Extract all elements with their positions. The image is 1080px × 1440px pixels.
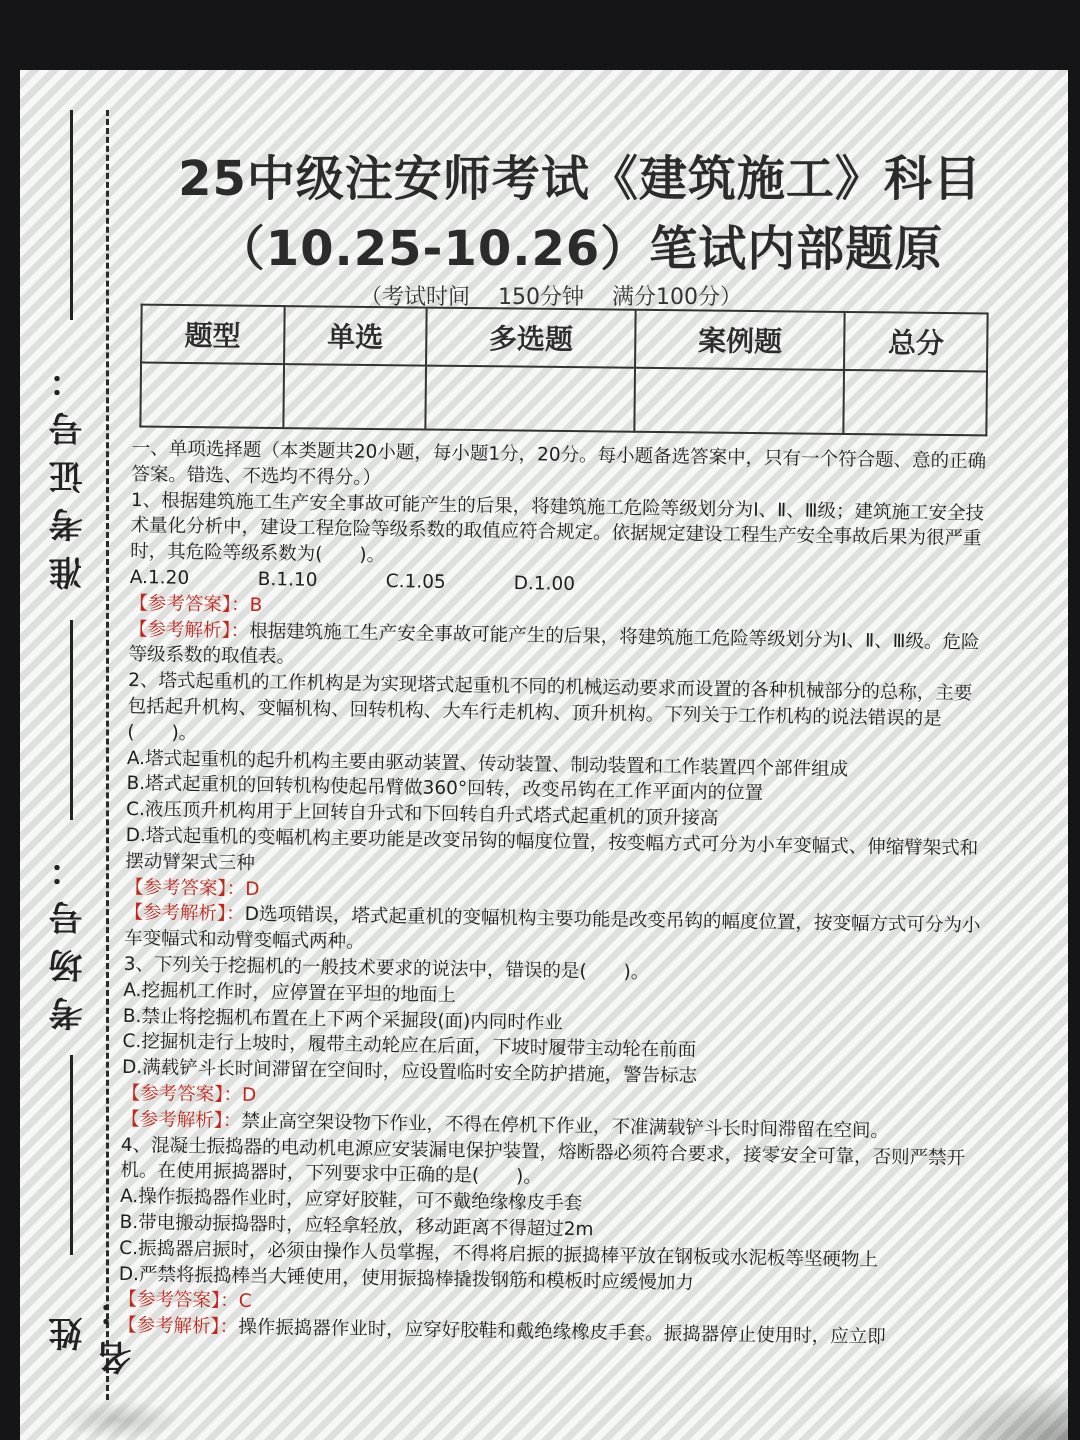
option-a: A.塔式起重机的起升机构主要由驱动装置、传动装置、制动装置和工作装置四个部件组成 — [126, 747, 849, 780]
ticket-number-label: 准考证号： — [49, 350, 89, 590]
score-header-total: 总分 — [844, 312, 987, 371]
analysis-text: 禁止高空架设物下作业，不得在停机下作业，不准满载铲斗长时间滞留在空间。 — [241, 1110, 890, 1142]
option-c: C.振捣器启振时，必须由操作人员掌握，不得将启振的振捣棒平放在钢板或水泥板等坚硬物上 — [119, 1237, 879, 1271]
binding-dashed-line — [106, 110, 109, 1400]
analysis-label: 【参考解析】： — [128, 618, 250, 642]
analysis-text: 操作振捣器作业时，应穿好胶鞋和戴绝缘橡皮手套。振捣器停止使用时，应立即 — [238, 1316, 886, 1349]
option-d: D.满载铲斗长时间滞留在空间时，应设置临时安全防护措施，警告标志 — [121, 1057, 698, 1088]
option-b: B.1.10 — [257, 568, 318, 591]
exam-full-score: 满分100分） — [612, 285, 743, 310]
score-cell-blank[interactable] — [140, 363, 283, 428]
option-d: D.1.00 — [513, 572, 576, 595]
option-c: C.液压顶升机构用于上回转自升式和下回转自升式塔式起重机的顶升接高 — [125, 799, 719, 830]
exam-body — [118, 436, 994, 1352]
option-b: B.塔式起重机的回转机构使起吊臂做360°回转，改变吊钩在工作平面内的位置 — [126, 773, 764, 805]
page-smudge — [60, 1400, 180, 1440]
room-number-label: 考场号： — [49, 839, 89, 1031]
exam-time-label: （考试时间 — [360, 285, 471, 310]
score-header-single: 单选 — [284, 306, 427, 365]
score-cell-blank[interactable] — [426, 366, 636, 432]
score-header-case: 案例题 — [635, 310, 845, 370]
room-number-blank-line — [70, 620, 73, 820]
answer-label: 【参考答案】： — [118, 1289, 239, 1313]
score-table — [139, 304, 988, 437]
exam-title-line1: 25中级注安师考试《建筑施工》科目 — [178, 151, 982, 207]
score-cell-blank[interactable] — [283, 364, 426, 429]
ticket-number-blank-line — [70, 110, 73, 320]
analysis-label: 【参考解析】： — [124, 902, 245, 926]
answer-value: D — [241, 1084, 257, 1106]
score-header-multi: 多选题 — [426, 308, 636, 368]
option-a: A.挖掘机工作时，应停置在平坦的地面上 — [123, 979, 457, 1006]
analysis-text: 根据建筑施工生产安全事故可能产生的后果，将建筑施工危险等级划分为Ⅰ、Ⅱ、Ⅲ级。危险等级系数的取值表。 — [128, 620, 980, 668]
score-cell-blank[interactable] — [635, 368, 845, 434]
option-c: C.1.05 — [385, 570, 446, 593]
answer-label: 【参考答案】： — [124, 876, 246, 900]
question-stem: 4、混凝土振捣器的电动机电源应安装漏电保护装置，熔断器必须符合要求，接零安全可靠，否则严禁开机。在使用振捣器时，下列要求中正确的是( )。 — [120, 1134, 966, 1188]
section-heading: 一、单项选择题（本类题共20小题，每小题1分，20分。每小题备选答案中，只有一个符合题、意的正确答案。错选、不选均不得分。） — [131, 437, 987, 489]
analysis-text: D选项错误，塔式起重机的变幅机构主要功能是改变吊钩的幅度位置，按变幅方式可分为小车变幅式和动臂变幅式两种。 — [123, 904, 981, 953]
option-a: A.1.20 — [129, 566, 190, 589]
option-b: B.禁止将挖掘机布置在上下两个采掘段(面)内同时作业 — [122, 1005, 564, 1034]
analysis-label: 【参考解析】： — [121, 1108, 242, 1132]
name-blank-line — [70, 1055, 73, 1255]
score-header-type: 题型 — [141, 305, 284, 364]
option-d: D.严禁将振捣棒当大锤使用，使用振捣棒撬拨钢筋和模板时应缓慢加力 — [118, 1263, 695, 1294]
answer-value: B — [249, 594, 263, 616]
answer-label: 【参考答案】： — [121, 1082, 243, 1106]
question-stem: 2、塔式起重机的工作机构是为实现塔式起重机不同的机械运动要求而设置的各种机械部分的总称，主要包括起升机构、变幅机构、回转机构、大车行走机构、顶升机构。下列关于工作机构的说法错误的是( )。 — [127, 670, 973, 744]
answer-label: 【参考答案】： — [129, 592, 250, 616]
analysis-label: 【参考解析】： — [117, 1314, 239, 1338]
option-d: D.塔式起重机的变幅机构主要功能是改变吊钩的幅度位置，按变幅方式可分为小车变幅式、伸缩臂架式和摆动臂架式三种 — [125, 824, 979, 874]
score-cell-blank[interactable] — [844, 370, 987, 435]
option-b: B.带电搬动振捣器时，应轻拿轻放，移动距离不得超过2m — [119, 1211, 594, 1241]
option-a: A.操作振捣器作业时，应穿好胶鞋，可不戴绝缘橡皮手套 — [119, 1186, 583, 1215]
answer-value: D — [245, 878, 260, 900]
score-table-blank-row — [140, 363, 987, 436]
exam-minutes: 150分钟 — [498, 285, 585, 310]
question-stem: 3、下列关于挖掘机的一般技术要求的说法中，错误的是( )。 — [123, 953, 650, 984]
answer-value: C — [238, 1291, 252, 1313]
question-stem: 1、根据建筑施工生产安全事故可能产生的后果，将建筑施工危险等级划分为Ⅰ、Ⅱ、Ⅲ级；建筑施工安全技术量化分析中，建设工程危险等级系数的取值应符合规定。依据规定建设工程生产安全事故后果为很严重时，其危险等级系数为( )。 — [130, 489, 985, 567]
exam-title-line2: （10.25-10.26）笔试内部题原 — [216, 221, 944, 277]
option-c: C.挖掘机走行上坡时，履带主动轮应在后面，下坡时履带主动轮在前面 — [122, 1031, 697, 1062]
page-shadow — [928, 1380, 1068, 1440]
name-label: 姓名： — [49, 1279, 138, 1375]
score-table-header-row — [141, 305, 988, 372]
